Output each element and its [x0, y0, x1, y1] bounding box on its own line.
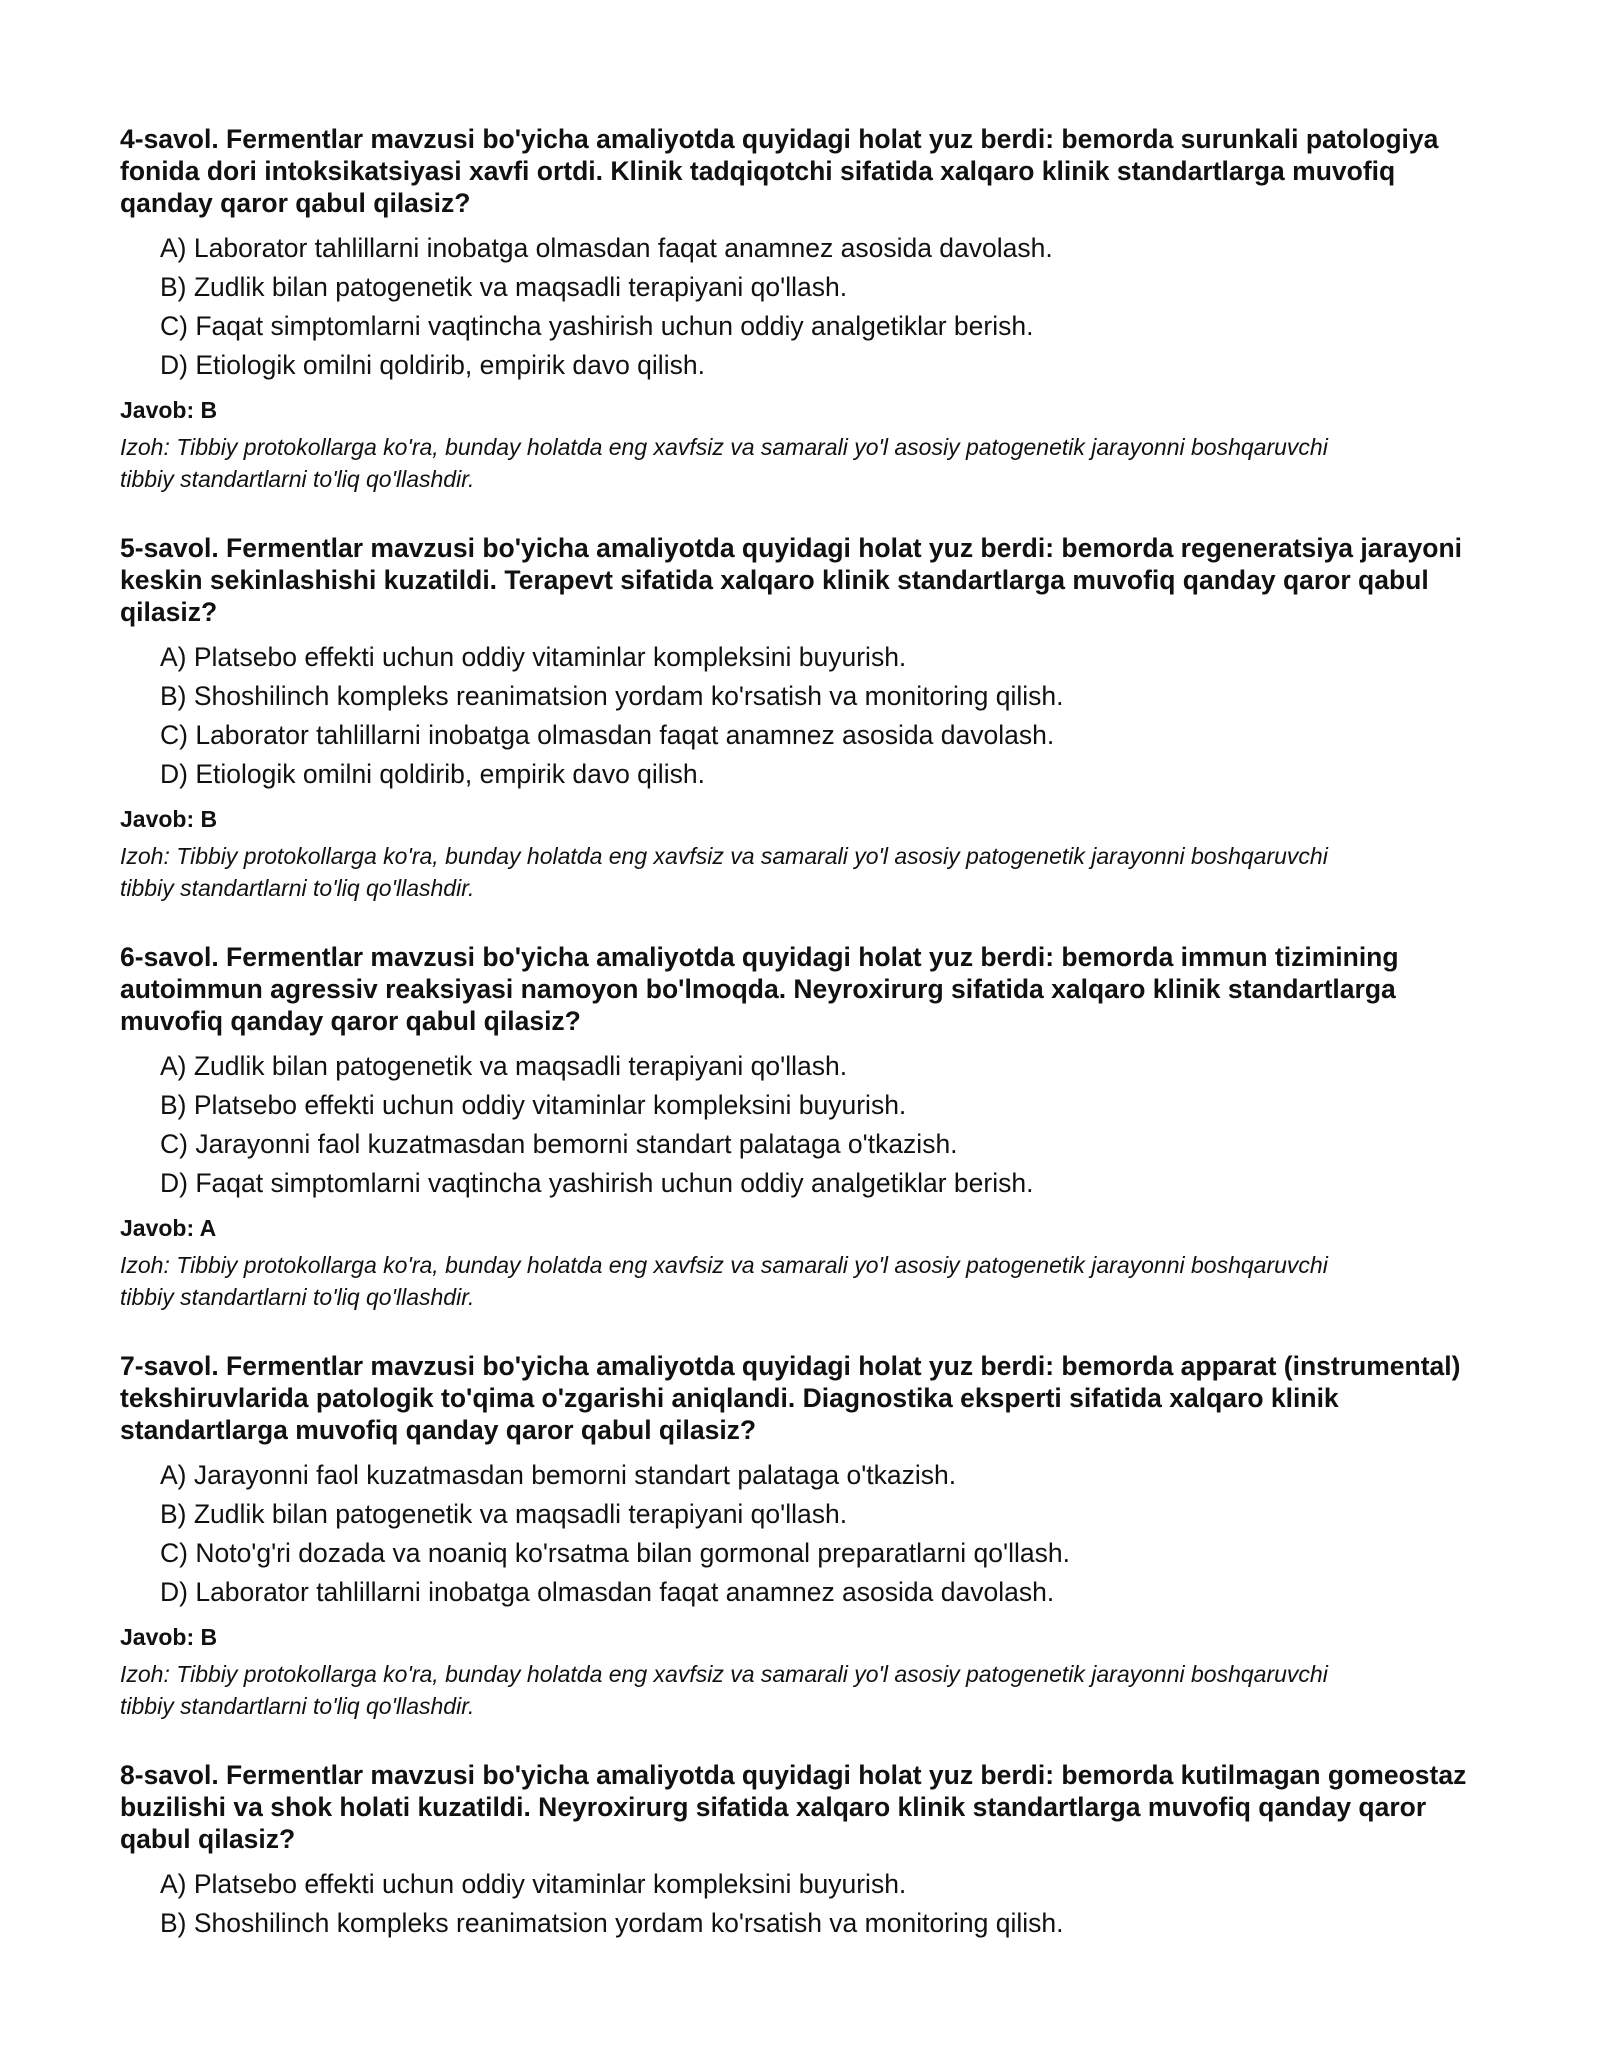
answer-options — [120, 1865, 1490, 1943]
option-a: A) Jarayonni faol kuzatmasdan bemorni standart palataga o'tkazish. — [160, 1460, 957, 1490]
question-block — [120, 123, 1490, 495]
option-b: B) Shoshilinch kompleks reanimatsion yordam ko'rsatish va monitoring qilish. — [160, 1908, 1064, 1938]
answer-options — [120, 638, 1490, 794]
answer-options — [120, 229, 1490, 385]
answer-label: Javob: A — [120, 1215, 217, 1241]
explanation-text: Izoh: Tibbiy protokollarga ko'ra, bunday holatda eng xavfsiz va samarali yo'l asosiy patogenetik jarayonni boshqaruvchi tibbiy standartlarni to'liq qo'llashdir. — [120, 1252, 1328, 1310]
answer-label: Javob: B — [120, 806, 218, 832]
explanation-text: Izoh: Tibbiy protokollarga ko'ra, bunday holatda eng xavfsiz va samarali yo'l asosiy patogenetik jarayonni boshqaruvchi tibbiy standartlarni to'liq qo'llashdir. — [120, 1661, 1328, 1719]
question-block — [120, 941, 1490, 1313]
question-title: 4-savol. Fermentlar mavzusi bo'yicha amaliyotda quyidagi holat yuz berdi: bemorda surunkali patologiya fonida dori intoksikatsiyasi xavfi ortdi. Klinik tadqiqotchi sifatida xalqaro klinik standartlarga muvofiq qanday qaror qabul qilasiz? — [120, 124, 1439, 218]
question-block — [120, 1350, 1490, 1722]
question-block — [120, 1759, 1490, 1943]
explanation-text: Izoh: Tibbiy protokollarga ko'ra, bunday holatda eng xavfsiz va samarali yo'l asosiy patogenetik jarayonni boshqaruvchi tibbiy standartlarni to'liq qo'llashdir. — [120, 843, 1328, 901]
question-title: 5-savol. Fermentlar mavzusi bo'yicha amaliyotda quyidagi holat yuz berdi: bemorda regeneratsiya jarayoni keskin sekinlashishi kuzatildi. Terapevt sifatida xalqaro klinik standartlarga muvofiq qanday qaror qabul qilasiz? — [120, 533, 1463, 627]
question-title: 7-savol. Fermentlar mavzusi bo'yicha amaliyotda quyidagi holat yuz berdi: bemorda apparat (instrumental) tekshiruvlarida patologik to'qima o'zgarishi aniqlandi. Diagnostika eksperti sifatida xalqaro klinik standartlarga muvofiq qanday qaror qabul qilasiz? — [120, 1351, 1461, 1445]
option-a: A) Zudlik bilan patogenetik va maqsadli terapiyani qo'llash. — [160, 1051, 848, 1081]
option-c: C) Noto'g'ri dozada va noaniq ko'rsatma bilan gormonal preparatlarni qo'llash. — [160, 1538, 1070, 1568]
question-title: 8-savol. Fermentlar mavzusi bo'yicha amaliyotda quyidagi holat yuz berdi: bemorda kutilmagan gomeostaz buzilishi va shok holati kuzatildi. Neyroxirurg sifatida xalqaro klinik standartlarga muvofiq qanday qaror qabul qilasiz? — [120, 1760, 1467, 1854]
answer-label: Javob: B — [120, 397, 218, 423]
option-d: D) Etiologik omilni qoldirib, empirik davo qilish. — [160, 759, 705, 789]
question-title: 6-savol. Fermentlar mavzusi bo'yicha amaliyotda quyidagi holat yuz berdi: bemorda immun tizimining autoimmun agressiv reaksiyasi namoyon bo'lmoqda. Neyroxirurg sifatida xalqaro klinik standartlarga muvofiq qanday qaror qabul qilasiz? — [120, 942, 1399, 1036]
option-d: D) Laborator tahlillarni inobatga olmasdan faqat anamnez asosida davolash. — [160, 1577, 1055, 1607]
option-a: A) Platsebo effekti uchun oddiy vitaminlar kompleksini buyurish. — [160, 1869, 907, 1899]
option-b: B) Shoshilinch kompleks reanimatsion yordam ko'rsatish va monitoring qilish. — [160, 681, 1064, 711]
option-c: C) Laborator tahlillarni inobatga olmasdan faqat anamnez asosida davolash. — [160, 720, 1055, 750]
option-c: C) Jarayonni faol kuzatmasdan bemorni standart palataga o'tkazish. — [160, 1129, 958, 1159]
option-d: D) Etiologik omilni qoldirib, empirik davo qilish. — [160, 350, 705, 380]
question-block — [120, 532, 1490, 904]
option-d: D) Faqat simptomlarni vaqtincha yashirish uchun oddiy analgetiklar berish. — [160, 1168, 1034, 1198]
answer-label: Javob: B — [120, 1624, 218, 1650]
option-a: A) Platsebo effekti uchun oddiy vitaminlar kompleksini buyurish. — [160, 642, 907, 672]
answer-options — [120, 1456, 1490, 1612]
option-b: B) Zudlik bilan patogenetik va maqsadli terapiyani qo'llash. — [160, 272, 848, 302]
explanation-text: Izoh: Tibbiy protokollarga ko'ra, bunday holatda eng xavfsiz va samarali yo'l asosiy patogenetik jarayonni boshqaruvchi tibbiy standartlarni to'liq qo'llashdir. — [120, 434, 1328, 492]
answer-options — [120, 1047, 1490, 1203]
option-b: B) Platsebo effekti uchun oddiy vitaminlar kompleksini buyurish. — [160, 1090, 907, 1120]
option-a: A) Laborator tahlillarni inobatga olmasdan faqat anamnez asosida davolash. — [160, 233, 1053, 263]
option-b: B) Zudlik bilan patogenetik va maqsadli terapiyani qo'llash. — [160, 1499, 848, 1529]
option-c: C) Faqat simptomlarni vaqtincha yashirish uchun oddiy analgetiklar berish. — [160, 311, 1034, 341]
